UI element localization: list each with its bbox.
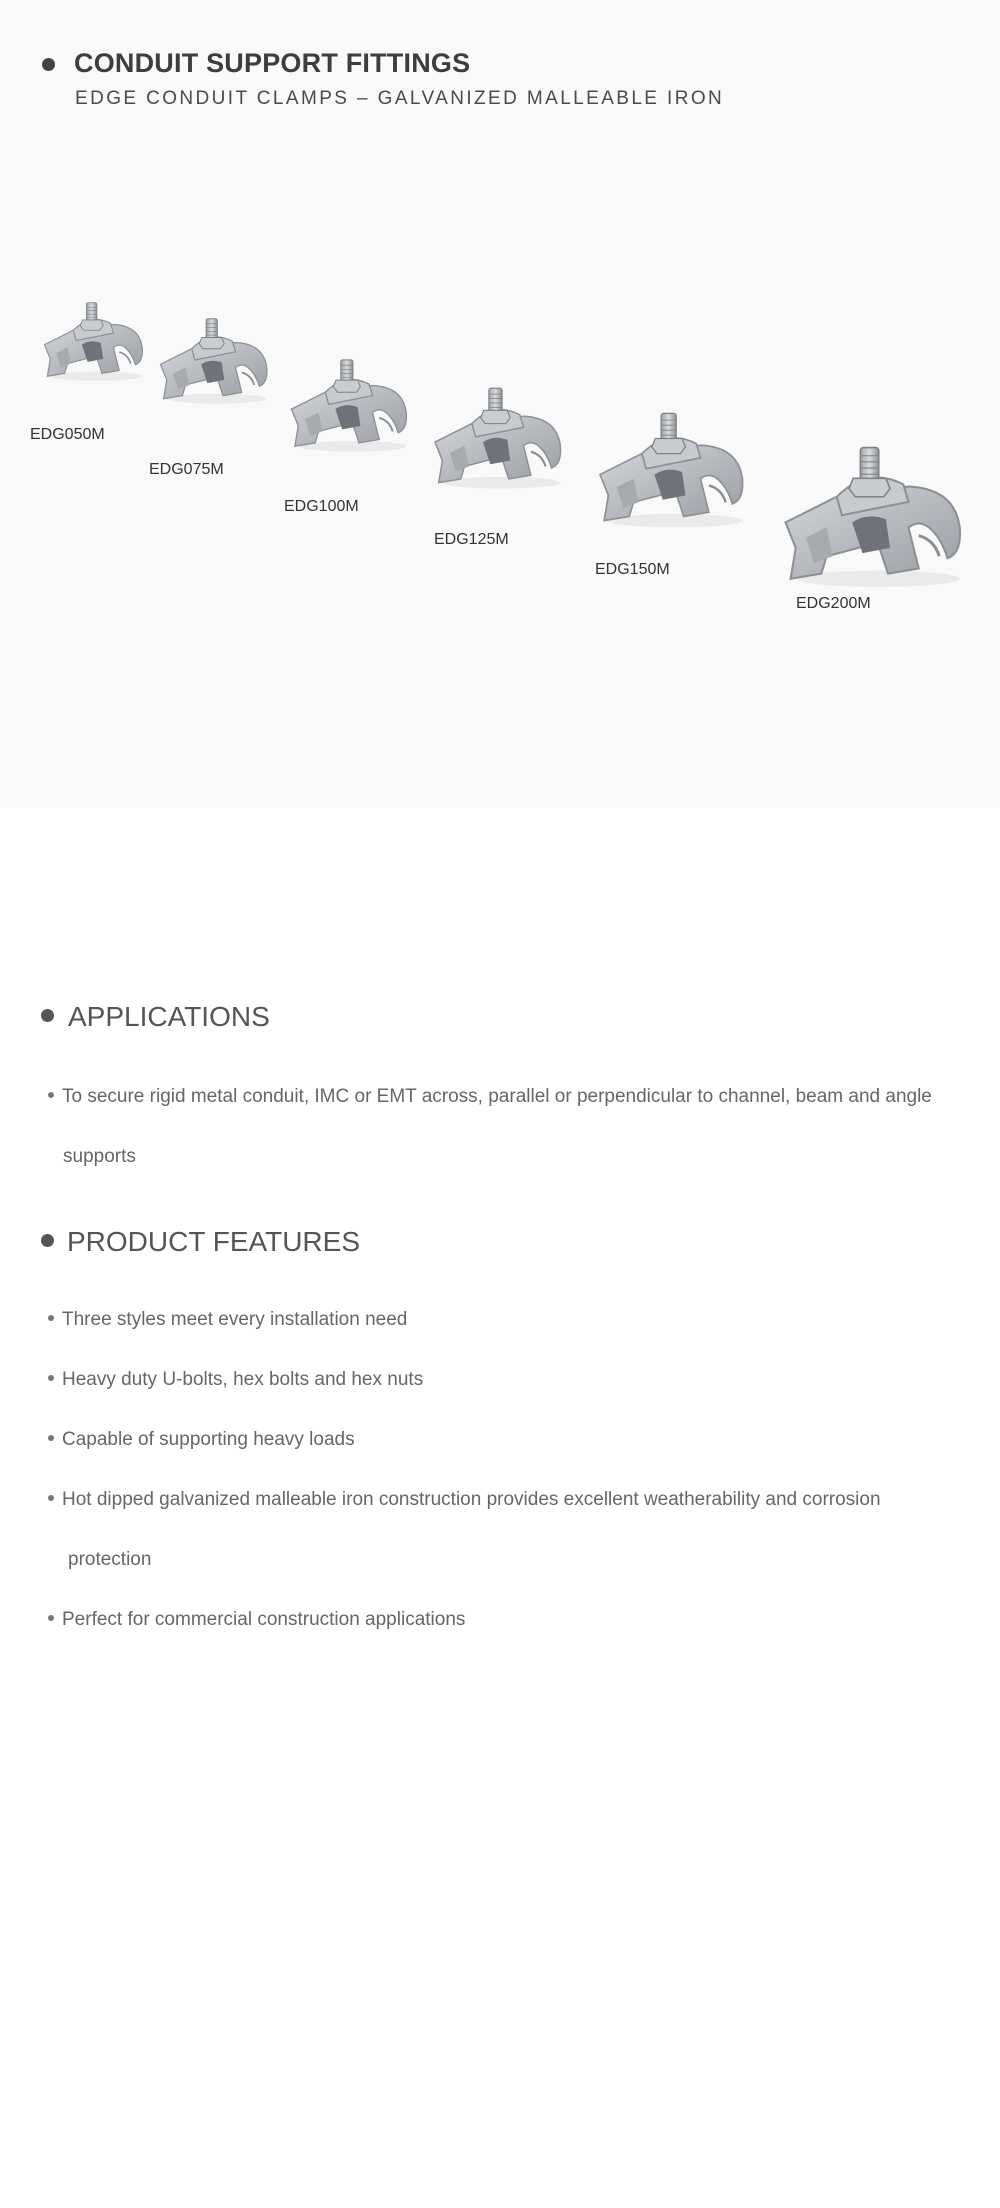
- bullet-icon: [48, 1315, 54, 1321]
- product-label: EDG200M: [796, 595, 871, 612]
- feature-item: [48, 1369, 423, 1391]
- product-edg075m: [148, 305, 273, 405]
- feature-item-text: Hot dipped galvanized malleable iron construction provides excellent weatherability and corrosion: [62, 1489, 881, 1510]
- bullet-icon: [48, 1375, 54, 1381]
- features-title: PRODUCT FEATURES: [67, 1226, 360, 1257]
- bullet-icon: [48, 1495, 54, 1501]
- page-subtitle: EDGE CONDUIT CLAMPS – GALVANIZED MALLEABLE IRON: [75, 88, 725, 109]
- feature-item-text: Capable of supporting heavy loads: [62, 1429, 355, 1450]
- product-label: EDG125M: [434, 531, 509, 548]
- bullet-icon: [48, 1615, 54, 1621]
- product-edg050m: [33, 290, 148, 382]
- bullet-icon: [48, 1092, 54, 1098]
- product-edg200m: [765, 425, 970, 589]
- conduit-clamp-icon: [420, 372, 568, 490]
- applications-item-continuation: supports: [63, 1146, 136, 1167]
- section-bullet-icon: [41, 1009, 54, 1022]
- product-edg125m: [420, 372, 568, 490]
- conduit-clamp-icon: [148, 305, 273, 405]
- product-edg150m: [583, 395, 751, 529]
- feature-item: [48, 1489, 881, 1511]
- section-bullet-icon: [42, 58, 55, 71]
- feature-item-continuation: protection: [68, 1549, 152, 1570]
- feature-item: [48, 1609, 465, 1631]
- applications-item: [48, 1086, 932, 1108]
- product-edg100m: [278, 345, 413, 453]
- product-label: EDG150M: [595, 561, 670, 578]
- feature-item: [48, 1429, 355, 1451]
- product-label: EDG075M: [149, 461, 224, 478]
- section-bullet-icon: [41, 1234, 54, 1247]
- applications-title: APPLICATIONS: [68, 1001, 270, 1032]
- product-label: EDG100M: [284, 498, 359, 515]
- conduit-clamp-icon: [765, 425, 970, 589]
- applications-item-text: To secure rigid metal conduit, IMC or EMT across, parallel or perpendicular to channel, beam and angle: [62, 1086, 932, 1107]
- bullet-icon: [48, 1435, 54, 1441]
- feature-item-text: Heavy duty U-bolts, hex bolts and hex nuts: [62, 1369, 424, 1390]
- product-label: EDG050M: [30, 426, 105, 443]
- conduit-clamp-icon: [33, 290, 148, 382]
- feature-item-text: Three styles meet every installation need: [62, 1309, 408, 1330]
- page-title: CONDUIT SUPPORT FITTINGS: [74, 48, 471, 78]
- conduit-clamp-icon: [583, 395, 751, 529]
- conduit-clamp-icon: [278, 345, 413, 453]
- feature-item-text: Perfect for commercial construction applications: [62, 1609, 466, 1630]
- feature-item: [48, 1309, 407, 1331]
